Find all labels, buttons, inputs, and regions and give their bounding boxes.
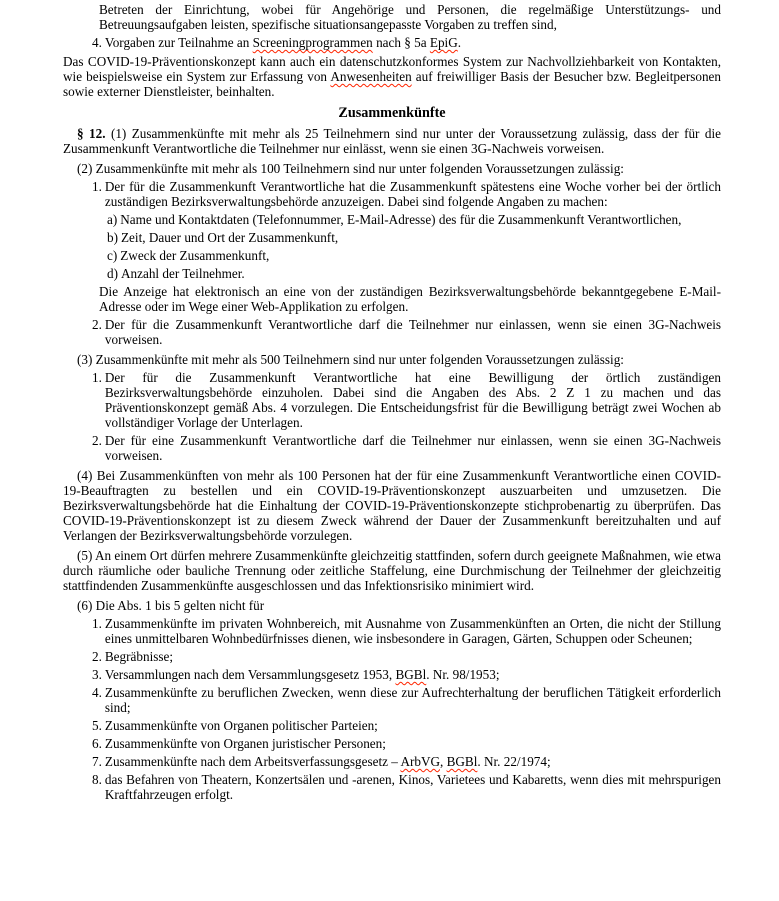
list-item-text (120, 212, 721, 227)
text-segment: (4) Bei Zusammenkünften von mehr als 100 Personen hat der für eine Zusammenkunft Verantwortliche einen COVID-19-Beauftragten zu bestellen und ein COVID-19-Präventionskonzept auszuarbeiten und umzusetzen. Die Bezirksverwaltungsbehörde hat die Einhaltung der COVID-19-Präventionskonzepte stichprobenartig zu überprüfen. Das COVID-19-Präventionskonzept ist zu diesem Zweck während der Dauer der Zusammenkunft bereitzuhalten und auf Verlangen der Bezirksverwaltungsbehörde vorzulegen. (63, 468, 721, 543)
misspelled-word: Screeningprogrammen (252, 35, 373, 50)
text-segment: Zusammenkünfte von Organen politischer Parteien; (104, 718, 378, 733)
list-item-text (105, 179, 721, 209)
text-segment: Zusammenkünfte zu beruflichen Zwecken, wenn diese zur Aufrechterhaltung der beruflichen Tätigkeit erforderlich sind; (104, 685, 721, 715)
list-item (107, 230, 721, 245)
text-segment: (3) Zusammenkünfte mit mehr als 500 Teilnehmern sind nur unter folgenden Voraussetzungen zulässig: (77, 352, 624, 367)
list-item (92, 35, 721, 50)
text-segment: (1) Zusammenkünfte mit mehr als 25 Teilnehmern sind nur unter der Voraussetzung zulässig, dass der für die Zusammenkunft Verantwortliche die Teilnehmer nur einlässt, wenn sie einen 3G-Nachweis vorweisen. (63, 126, 721, 156)
list-item (92, 370, 721, 430)
list-item-marker: 6. (92, 736, 102, 751)
misspelled-word: Anwesenheiten (330, 69, 412, 84)
list-item-marker: 5. (92, 718, 102, 733)
text-segment: (6) Die Abs. 1 bis 5 gelten nicht für (77, 598, 265, 613)
list-item-marker: b) (107, 230, 118, 245)
misspelled-word: BGBl (446, 754, 478, 769)
list-item-text (105, 754, 721, 769)
text-segment: Vorgaben zur Teilnahme an (104, 35, 253, 50)
list-item-text (120, 248, 721, 263)
list-item-text (105, 317, 721, 347)
list-item-marker: 8. (92, 772, 102, 787)
list-item (92, 179, 721, 209)
text-segment: Der für die Zusammenkunft Verantwortliche hat die Zusammenkunft spätestens eine Woche vorher bei der örtlich zuständigen Bezirksverwaltungsbehörde anzuzeigen. Dabei sind folgende Angaben zu machen: (104, 179, 721, 209)
paragraph (63, 54, 721, 99)
paragraph-text: Betreten der Einrichtung, wobei für Angehörige und Personen, die regelmäßige Unterstützungs- und Betreuungsaufgaben leisten, spezifische situationsangepasste Vorgaben zu treffen sind, (99, 2, 721, 32)
list-item (92, 317, 721, 347)
list-item (107, 248, 721, 263)
list-item-text (105, 772, 721, 802)
document-body (63, 2, 721, 802)
list-item (92, 649, 721, 664)
text-segment: Zusammenkünfte nach dem Arbeitsverfassungsgesetz – (104, 754, 401, 769)
text-segment: . Nr. 98/1953; (426, 667, 500, 682)
text-segment: . (457, 35, 462, 50)
text-segment: Zusammenkünfte von Organen juristischer Personen; (104, 736, 386, 751)
list-item (107, 266, 721, 281)
text-segment: Der für eine Zusammenkunft Verantwortliche darf die Teilnehmer nur einlassen, wenn sie einen 3G-Nachweis vorweisen. (104, 433, 721, 463)
text-segment: Das COVID-19-Präventionskonzept kann auch ein datenschutzkonformes System zur Nachvollziehbarkeit von Kontakten, wie beispielsweise ein System zur Erfassung von (63, 54, 721, 84)
list-item-text (105, 718, 721, 733)
list-item-marker: 1. (92, 370, 102, 385)
list-item (92, 772, 721, 802)
misspelled-word: ArbVG (400, 754, 440, 769)
list-item-text (105, 736, 721, 751)
list-item-text (105, 35, 721, 50)
list-item-marker: 4. (92, 35, 102, 50)
list-item (92, 718, 721, 733)
list-item-text (121, 230, 721, 245)
list-item-text (105, 685, 721, 715)
list-item-continuation (99, 284, 721, 314)
list-item-text (105, 370, 721, 430)
list-item-text (105, 616, 721, 646)
text-segment: das Befahren von Theatern, Konzertsälen und -arenen, Kinos, Varietees und Kabaretts, wenn dies mit mehrspurigen Kraftfahrzeugen erfolgt. (104, 772, 721, 802)
misspelled-word: EpiG (429, 35, 458, 50)
list-item (107, 212, 721, 227)
list-item-marker: 7. (92, 754, 102, 769)
text-segment: Zweck der Zusammenkunft, (120, 248, 270, 263)
list-item-marker: 3. (92, 667, 102, 682)
misspelled-word: BGBl (395, 667, 427, 682)
list-item-marker: 1. (92, 616, 102, 631)
text-segment: Begräbnisse; (104, 649, 174, 664)
text-segment: Zusammenkünfte im privaten Wohnbereich, mit Ausnahme von Zusammenkünften an Orten, die nicht der Stillung eines unmittelbaren Wohnbedürfnisses dienen, wie insbesondere in Garagen, Gärten, Schuppen oder Scheunen; (104, 616, 721, 646)
text-segment: . Nr. 22/1974; (477, 754, 551, 769)
list-item-text (105, 433, 721, 463)
list-item (92, 667, 721, 682)
list-item (92, 616, 721, 646)
list-item (92, 754, 721, 769)
text-segment: auf freiwilliger Basis der Besucher bzw. Begleitpersonen sowie externer Dienstleister, beinhalten. (63, 69, 721, 99)
list-item-text (105, 649, 721, 664)
text-segment: (5) An einem Ort dürfen mehrere Zusammenkünfte gleichzeitig stattfinden, sofern durch geeignete Maßnahmen, wie etwa durch räumliche oder bauliche Trennung oder zeitliche Staffelung, eine Durchmischung der Teilnehmer der gleichzeitig stattfindenden Zusammenkünfte ausgeschlossen und das Infektionsrisiko minimiert wird. (63, 548, 721, 593)
list-item-text (105, 667, 721, 682)
text-segment: , (440, 754, 447, 769)
list-item (92, 736, 721, 751)
list-item-marker: c) (107, 248, 118, 263)
paragraph-text: Die Anzeige hat elektronisch an eine von der zuständigen Bezirksverwaltungsbehörde bekanntgegebene E-Mail-Adresse oder im Wege einer Web-Applikation zu erfolgen. (99, 284, 721, 314)
text-segment: Anzahl der Teilnehmer. (121, 266, 245, 281)
paragraph (63, 598, 721, 613)
list-item-marker: 2. (92, 649, 102, 664)
list-item (92, 433, 721, 463)
list-item-text (121, 266, 721, 281)
text-segment: Der für die Zusammenkunft Verantwortliche darf die Teilnehmer nur einlassen, wenn sie einen 3G-Nachweis vorweisen. (104, 317, 721, 347)
paragraph (63, 126, 721, 156)
list-item-marker: 4. (92, 685, 102, 700)
list-item-continuation (99, 2, 721, 32)
text-segment: (2) Zusammenkünfte mit mehr als 100 Teilnehmern sind nur unter folgenden Voraussetzungen zulässig: (77, 161, 624, 176)
text-segment: Der für die Zusammenkunft Verantwortliche hat eine Bewilligung der örtlich zuständigen Bezirksverwaltungsbehörde einzuholen. Dabei sind die Angaben des Abs. 2 Z 1 zu machen und das Präventionskonzept gemäß Abs. 4 vorzulegen. Die Entscheidungsfrist für die Bewilligung beträgt zwei Wochen ab vollständiger Vorlage der Unterlagen. (104, 370, 721, 430)
list-item (92, 685, 721, 715)
text-segment: nach § 5a (372, 35, 430, 50)
section-number: § 12. (77, 126, 106, 141)
list-item-marker: 2. (92, 433, 102, 448)
text-segment: Name und Kontaktdaten (Telefonnummer, E-Mail-Adresse) des für die Zusammenkunft Verantwortlichen, (120, 212, 682, 227)
text-segment: Zeit, Dauer und Ort der Zusammenkunft, (121, 230, 339, 245)
list-item-marker: 1. (92, 179, 102, 194)
list-item-marker: 2. (92, 317, 102, 332)
paragraph (63, 352, 721, 367)
paragraph (63, 468, 721, 543)
paragraph (63, 161, 721, 176)
list-item-marker: d) (107, 266, 118, 281)
list-item-marker: a) (107, 212, 118, 227)
paragraph (63, 548, 721, 593)
text-segment: Versammlungen nach dem Versammlungsgesetz 1953, (104, 667, 396, 682)
section-heading: Zusammenkünfte (338, 105, 446, 121)
